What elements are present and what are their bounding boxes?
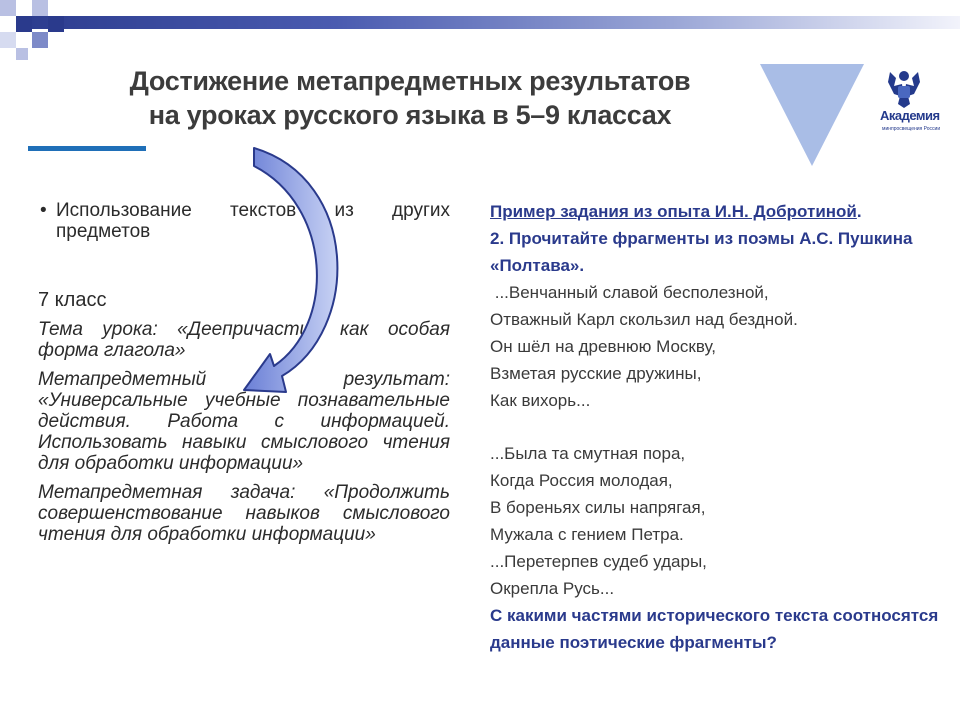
verse-fragment-2	[490, 440, 940, 602]
title-line-2: на уроках русского языка в 5–9 классах	[148, 100, 672, 130]
verse-line: В бореньях силы напрягая,	[490, 498, 706, 517]
verse-line: Отважный Карл скользил над бездной.	[490, 310, 798, 329]
title-line-1: Достижение метапредметных результатов	[129, 66, 691, 96]
verse-line: Как вихорь...	[490, 391, 591, 410]
verse-line: Взметая русские дружины,	[490, 364, 702, 383]
decorative-triangle	[760, 64, 864, 166]
verse-line: ...Была та смутная пора,	[490, 444, 686, 463]
logo-wordmark: Академия	[880, 108, 940, 123]
spacer	[490, 414, 940, 440]
header-band	[0, 16, 960, 29]
eagle-emblem-icon	[880, 64, 928, 144]
lesson-topic: Тема урока: «Деепричастие как особая форма глагола»	[38, 319, 450, 361]
verse-line: ...Венчанный славой бесполезной,	[490, 283, 769, 302]
verse-line: Когда Россия молодая,	[490, 471, 673, 490]
grade-label: 7 класс	[38, 289, 107, 311]
verse-line: Он шёл на древнюю Москву,	[490, 337, 717, 356]
analysis-question: С какими частями исторического текста соотносятся данные поэтические фрагменты?	[490, 606, 939, 652]
verse-line: Окрепла Русь...	[490, 579, 615, 598]
verse-line: ...Перетерпев судеб удары,	[490, 552, 707, 571]
bullet-dot-icon: •	[40, 200, 47, 221]
curved-arrow-icon	[240, 140, 350, 405]
verse-line: Мужала с гением Петра.	[490, 525, 684, 544]
metasubject-task: Метапредметная задача: «Продолжить совершенствование навыков смыслового чтения для обработки информации»	[38, 482, 450, 545]
example-source-link[interactable]: Пример задания из опыта И.Н. Добротиной	[490, 202, 857, 221]
title-underline	[28, 146, 146, 151]
example-heading-dot: .	[856, 202, 862, 221]
bullet-text: Использование текстов из других предметов	[56, 200, 450, 242]
task-instruction: 2. Прочитайте фрагменты из поэмы А.С. Пушкина «Полтава».	[490, 229, 913, 275]
right-column	[490, 198, 940, 656]
metasubject-result: Метапредметный результат: «Универсальные учебные познавательные действия. Работа с информацией. Использовать навыки смыслового чтения для обработки информации»	[38, 369, 450, 474]
logo-subtitle: минпросвещения России	[882, 126, 941, 132]
example-heading	[490, 198, 940, 225]
slide-title	[80, 64, 740, 132]
verse-fragment-1	[490, 279, 940, 414]
